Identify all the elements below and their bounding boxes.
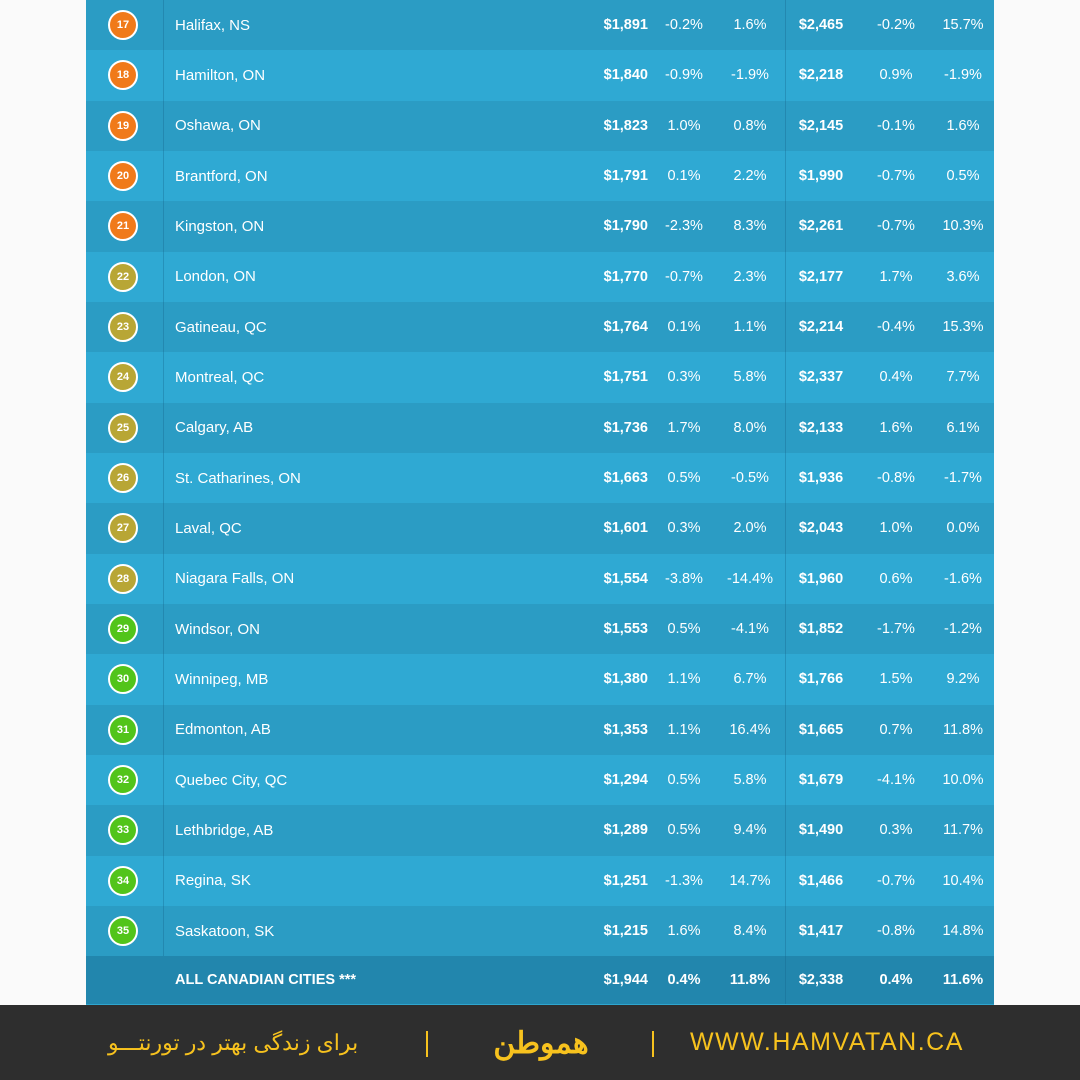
change-yearly-2bed: -1.9% — [944, 67, 982, 84]
rent-1bed: $1,791 — [603, 168, 648, 185]
change-monthly-1bed: -0.7% — [665, 268, 703, 285]
rank-badge: 17 — [108, 10, 138, 40]
city-name: London, ON — [175, 268, 256, 286]
change-monthly-2bed: 0.7% — [879, 721, 913, 738]
rent-2bed: $1,936 — [798, 470, 844, 487]
change-yearly-2bed: 0.0% — [946, 520, 980, 537]
table-row — [86, 805, 994, 855]
change-yearly-1bed: 14.7% — [729, 872, 771, 889]
change-monthly-2bed: -4.1% — [877, 772, 915, 789]
rent-2bed: $1,960 — [798, 570, 844, 587]
city-name: Windsor, ON — [175, 620, 261, 638]
change-yearly-1bed: 2.0% — [733, 520, 767, 537]
table-row — [86, 906, 994, 956]
total-change-yearly-2bed: 11.6% — [942, 972, 984, 989]
total-change-monthly-1bed: 0.4% — [667, 972, 701, 989]
city-name: Gatineau, QC — [175, 318, 267, 336]
change-monthly-2bed: -0.8% — [877, 923, 915, 940]
rent-2bed: $1,466 — [798, 872, 844, 889]
change-yearly-1bed: 6.7% — [733, 671, 767, 688]
change-yearly-1bed: 8.0% — [733, 419, 767, 436]
change-yearly-1bed: 2.2% — [733, 168, 767, 185]
rank-badge: 24 — [108, 362, 138, 392]
city-name: Kingston, ON — [175, 217, 265, 235]
rank-cell — [86, 906, 164, 956]
change-yearly-2bed: -1.6% — [944, 570, 982, 587]
rank-cell — [86, 856, 164, 906]
rent-1bed: $1,294 — [603, 772, 648, 789]
change-monthly-1bed: 0.5% — [667, 772, 701, 789]
city-name: Lethbridge, AB — [175, 821, 274, 839]
rent-1bed: $1,380 — [603, 671, 648, 688]
change-monthly-1bed: 0.3% — [667, 520, 701, 537]
rank-badge: 21 — [108, 211, 138, 241]
rent-1bed: $1,215 — [603, 923, 648, 940]
change-yearly-2bed: 0.5% — [946, 168, 980, 185]
city-name: Edmonton, AB — [175, 721, 271, 739]
rent-1bed: $1,840 — [603, 67, 648, 84]
change-monthly-2bed: 0.6% — [879, 570, 913, 587]
rent-2bed: $2,465 — [798, 17, 844, 34]
rank-cell — [86, 0, 164, 50]
rank-cell — [86, 201, 164, 251]
rank-cell — [86, 705, 164, 755]
rent-1bed: $1,736 — [603, 419, 648, 436]
change-monthly-2bed: 1.5% — [879, 671, 913, 688]
rent-2bed: $1,766 — [798, 671, 844, 688]
rank-cell — [86, 805, 164, 855]
rank-cell — [86, 503, 164, 553]
table-row — [86, 604, 994, 654]
table-row — [86, 503, 994, 553]
rank-badge: 35 — [108, 916, 138, 946]
table-row — [86, 554, 994, 604]
rank-badge: 33 — [108, 815, 138, 845]
rank-cell — [86, 554, 164, 604]
change-yearly-1bed: 1.1% — [733, 319, 767, 336]
change-yearly-2bed: 15.7% — [942, 17, 984, 34]
change-monthly-2bed: -0.4% — [877, 319, 915, 336]
footer-bar — [0, 1005, 1080, 1080]
change-monthly-2bed: -1.7% — [877, 621, 915, 638]
rank-badge: 20 — [108, 161, 138, 191]
change-monthly-2bed: 0.4% — [879, 369, 913, 386]
rent-1bed: $1,289 — [603, 822, 648, 839]
change-monthly-2bed: -0.2% — [877, 17, 915, 34]
rank-cell — [86, 252, 164, 302]
table-row — [86, 352, 994, 402]
change-yearly-2bed: 11.8% — [942, 721, 984, 738]
change-monthly-1bed: -2.3% — [665, 218, 703, 235]
table-row — [86, 151, 994, 201]
table-row — [86, 856, 994, 906]
table-row — [86, 201, 994, 251]
footer-divider — [652, 1031, 654, 1057]
change-yearly-1bed: -4.1% — [731, 621, 769, 638]
change-monthly-1bed: 0.1% — [667, 168, 701, 185]
change-monthly-2bed: -0.7% — [877, 218, 915, 235]
rank-badge: 18 — [108, 60, 138, 90]
change-yearly-2bed: 14.8% — [942, 923, 984, 940]
change-yearly-2bed: 7.7% — [946, 369, 980, 386]
change-yearly-2bed: 15.3% — [942, 319, 984, 336]
change-yearly-2bed: 10.4% — [942, 872, 984, 889]
rank-badge: 28 — [108, 564, 138, 594]
total-rent-1bed: $1,944 — [603, 972, 648, 989]
rent-1bed: $1,823 — [603, 117, 648, 134]
change-yearly-2bed: 3.6% — [946, 268, 980, 285]
total-label: ALL CANADIAN CITIES *** — [175, 972, 356, 989]
change-yearly-2bed: 9.2% — [946, 671, 980, 688]
rent-2bed: $2,145 — [798, 117, 844, 134]
rent-1bed: $1,251 — [603, 872, 648, 889]
change-monthly-1bed: 0.1% — [667, 319, 701, 336]
city-name: Quebec City, QC — [175, 771, 288, 789]
rent-2bed: $2,337 — [798, 369, 844, 386]
rank-badge: 34 — [108, 866, 138, 896]
change-yearly-1bed: -1.9% — [731, 67, 769, 84]
rent-2bed: $2,043 — [798, 520, 844, 537]
rent-2bed: $1,990 — [798, 168, 844, 185]
change-yearly-2bed: -1.2% — [944, 621, 982, 638]
rank-cell — [86, 151, 164, 201]
rent-1bed: $1,751 — [603, 369, 648, 386]
rank-cell — [86, 604, 164, 654]
table-row — [86, 403, 994, 453]
city-name: Regina, SK — [175, 872, 251, 890]
city-name: Saskatoon, SK — [175, 922, 275, 940]
footer-tagline: برای زندگی بهتر در تورنتـــو — [108, 1029, 359, 1055]
city-name: Winnipeg, MB — [175, 670, 269, 688]
rank-badge: 19 — [108, 111, 138, 141]
change-monthly-2bed: 0.3% — [879, 822, 913, 839]
rent-2bed: $1,490 — [798, 822, 844, 839]
city-name: Oshawa, ON — [175, 117, 261, 135]
rent-1bed: $1,353 — [603, 721, 648, 738]
rank-cell — [86, 101, 164, 151]
rank-badge: 29 — [108, 614, 138, 644]
rent-2bed: $1,679 — [798, 772, 844, 789]
rent-2bed: $2,133 — [798, 419, 844, 436]
change-monthly-1bed: 1.1% — [667, 671, 701, 688]
change-monthly-1bed: 1.1% — [667, 721, 701, 738]
rank-cell — [86, 453, 164, 503]
watermark-right — [994, 0, 1080, 1005]
rent-2bed: $2,218 — [798, 67, 844, 84]
rank-badge: 31 — [108, 715, 138, 745]
rent-2bed: $1,852 — [798, 621, 844, 638]
change-yearly-1bed: 8.4% — [733, 923, 767, 940]
rent-1bed: $1,601 — [603, 520, 648, 537]
change-yearly-2bed: -1.7% — [944, 470, 982, 487]
change-yearly-2bed: 10.3% — [942, 218, 984, 235]
rank-badge: 22 — [108, 262, 138, 292]
change-monthly-1bed: 1.0% — [667, 117, 701, 134]
city-name: St. Catharines, ON — [175, 469, 301, 487]
city-name: Halifax, NS — [175, 16, 251, 34]
rank-badge: 26 — [108, 463, 138, 493]
change-monthly-2bed: 1.0% — [879, 520, 913, 537]
change-yearly-2bed: 1.6% — [946, 117, 980, 134]
footer-url[interactable]: WWW.HAMVATAN.CA — [690, 1028, 964, 1056]
rent-2bed: $2,214 — [798, 319, 844, 336]
change-monthly-1bed: 0.5% — [667, 621, 701, 638]
change-monthly-2bed: -0.8% — [877, 470, 915, 487]
change-yearly-1bed: 5.8% — [733, 369, 767, 386]
total-row — [86, 956, 994, 1004]
rent-2bed: $2,177 — [798, 268, 844, 285]
rent-2bed: $1,417 — [798, 923, 844, 940]
brand-logo: هموطن — [493, 1026, 589, 1060]
change-monthly-1bed: 0.5% — [667, 822, 701, 839]
table-row — [86, 302, 994, 352]
rent-1bed: $1,554 — [603, 570, 648, 587]
change-monthly-2bed: 0.9% — [879, 67, 913, 84]
total-change-monthly-2bed: 0.4% — [879, 972, 913, 989]
change-monthly-1bed: 1.7% — [667, 419, 701, 436]
rank-cell — [86, 50, 164, 100]
change-monthly-2bed: -0.7% — [877, 168, 915, 185]
total-rent-2bed: $2,338 — [798, 972, 844, 989]
city-name: Calgary, AB — [175, 419, 254, 437]
change-yearly-1bed: 9.4% — [733, 822, 767, 839]
rank-badge: 30 — [108, 664, 138, 694]
change-monthly-2bed: 1.6% — [879, 419, 913, 436]
rank-cell — [86, 302, 164, 352]
table-row — [86, 101, 994, 151]
rent-1bed: $1,770 — [603, 268, 648, 285]
change-monthly-1bed: 0.3% — [667, 369, 701, 386]
city-name: Laval, QC — [175, 519, 242, 537]
rent-table — [86, 0, 994, 1005]
footer-divider — [426, 1031, 428, 1057]
change-yearly-2bed: 10.0% — [942, 772, 984, 789]
rent-1bed: $1,553 — [603, 621, 648, 638]
rank-cell — [86, 352, 164, 402]
rank-badge: 23 — [108, 312, 138, 342]
change-yearly-1bed: 16.4% — [729, 721, 771, 738]
change-yearly-1bed: -14.4% — [727, 570, 773, 587]
change-monthly-1bed: -0.2% — [665, 17, 703, 34]
change-yearly-1bed: 0.8% — [733, 117, 767, 134]
change-monthly-2bed: -0.7% — [877, 872, 915, 889]
change-yearly-1bed: -0.5% — [731, 470, 769, 487]
rent-1bed: $1,663 — [603, 470, 648, 487]
change-yearly-1bed: 5.8% — [733, 772, 767, 789]
change-yearly-1bed: 2.3% — [733, 268, 767, 285]
table-row — [86, 755, 994, 805]
change-yearly-2bed: 11.7% — [942, 822, 984, 839]
change-monthly-2bed: 1.7% — [879, 268, 913, 285]
rent-2bed: $2,261 — [798, 218, 844, 235]
rent-2bed: $1,665 — [798, 721, 844, 738]
city-name: Montreal, QC — [175, 368, 265, 386]
change-yearly-1bed: 8.3% — [733, 218, 767, 235]
table-row — [86, 453, 994, 503]
rank-cell — [86, 755, 164, 805]
rent-1bed: $1,790 — [603, 218, 648, 235]
rent-1bed: $1,891 — [603, 17, 648, 34]
change-monthly-1bed: 1.6% — [667, 923, 701, 940]
city-name: Niagara Falls, ON — [175, 570, 295, 588]
rank-cell — [86, 403, 164, 453]
city-name: Hamilton, ON — [175, 66, 266, 84]
rent-1bed: $1,764 — [603, 319, 648, 336]
change-monthly-1bed: 0.5% — [667, 470, 701, 487]
rank-cell — [86, 654, 164, 704]
city-name: Brantford, ON — [175, 167, 268, 185]
table-row — [86, 0, 994, 50]
change-monthly-1bed: -3.8% — [665, 570, 703, 587]
change-monthly-2bed: -0.1% — [877, 117, 915, 134]
change-monthly-1bed: -1.3% — [665, 872, 703, 889]
change-monthly-1bed: -0.9% — [665, 67, 703, 84]
change-yearly-2bed: 6.1% — [946, 419, 980, 436]
table-row — [86, 654, 994, 704]
table-row — [86, 705, 994, 755]
total-change-yearly-1bed: 11.8% — [729, 972, 771, 989]
rank-badge: 32 — [108, 765, 138, 795]
change-yearly-1bed: 1.6% — [733, 17, 767, 34]
rank-badge: 27 — [108, 513, 138, 543]
watermark-left — [0, 0, 86, 1005]
table-row — [86, 252, 994, 302]
rank-badge: 25 — [108, 413, 138, 443]
table-row — [86, 50, 994, 100]
